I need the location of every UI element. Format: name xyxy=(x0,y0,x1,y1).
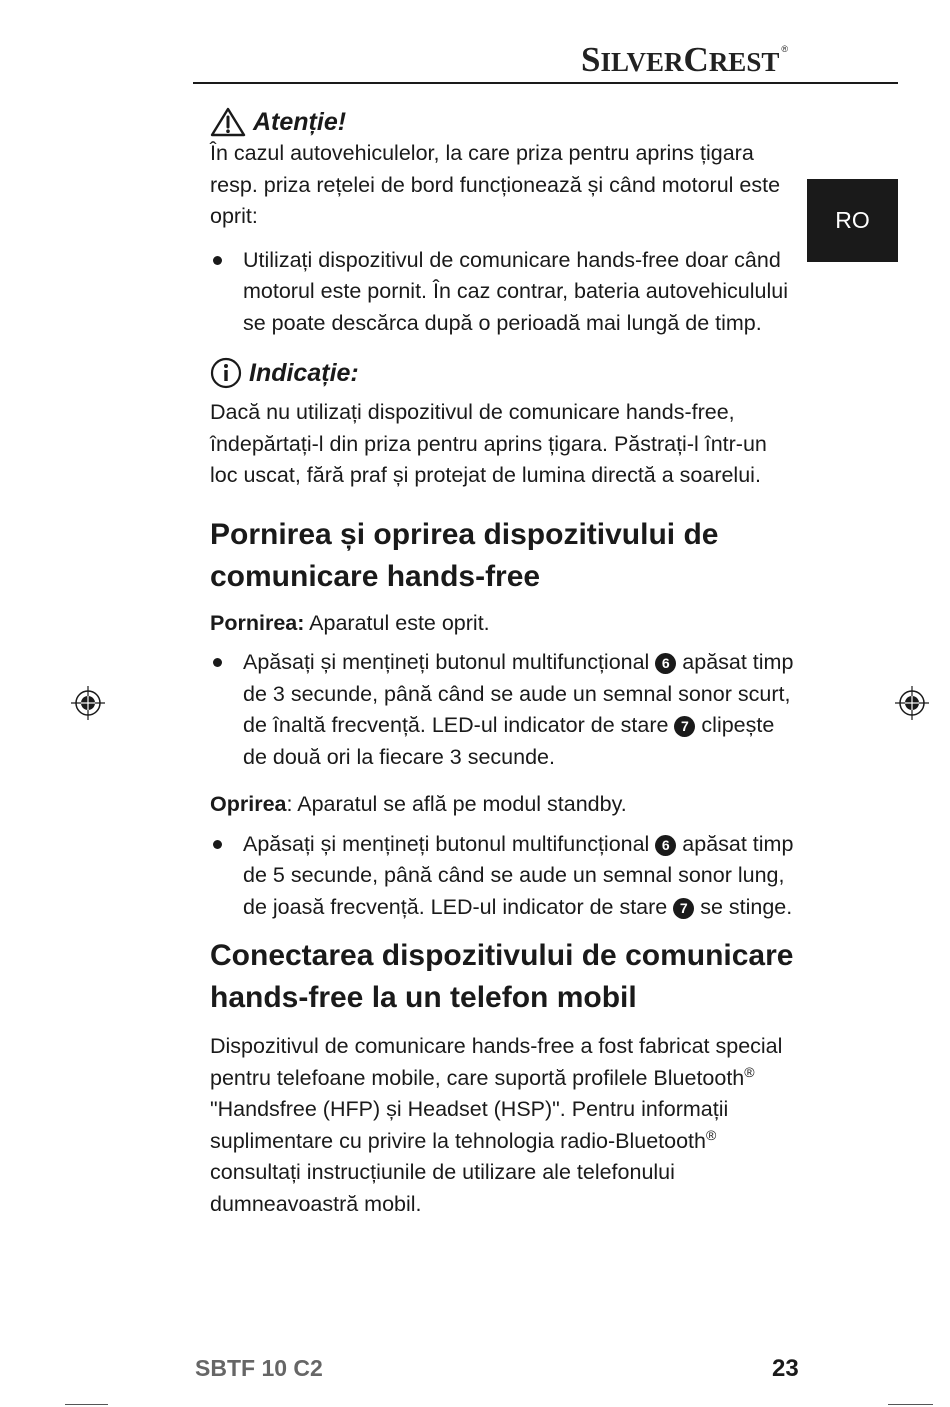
callout-number-badge: 7 xyxy=(674,716,695,737)
connect-text xyxy=(210,1031,800,1220)
brand-letter-s: S xyxy=(581,40,601,79)
indication-block xyxy=(210,357,800,492)
crop-mark-right xyxy=(888,1404,933,1405)
registration-mark-left-icon xyxy=(71,686,105,720)
attention-block xyxy=(210,106,800,339)
text-fragment: clipește de două ori la fiecare 3 secunde. xyxy=(243,713,775,769)
power-on-text: Aparatul este oprit. xyxy=(304,610,490,635)
text-fragment: Apăsați și mențineți butonul multifuncțional xyxy=(243,831,656,856)
header-rule xyxy=(193,82,898,84)
registered-mark: ® xyxy=(744,1063,755,1080)
text-fragment: consultați instrucțiunile de utilizare ale telefonului dumneavoastră mobil. xyxy=(210,1160,675,1216)
brand-registered-mark: ® xyxy=(781,44,788,54)
registered-mark: ® xyxy=(705,1126,717,1143)
indication-title: Indicație: xyxy=(249,359,359,387)
text-fragment: apăsat timp de 5 secunde, până când se aude un semnal sonor lung, de joasă frecvență. LED-ul indicator de stare xyxy=(243,831,794,919)
section-power xyxy=(210,514,800,924)
power-off-list xyxy=(210,829,800,924)
indication-text: Dacă nu utilizați dispozitivul de comunicare hands-free, îndepărtați-l din priza pentru aprins țigara. Păstrați-l într-un loc uscat, fără praf și protejat de lumina directă a soarelui. xyxy=(210,400,767,487)
power-off-text: : Aparatul se află pe modul standby. xyxy=(286,792,627,816)
section-connect xyxy=(210,935,800,1220)
list-item xyxy=(210,829,800,924)
section-heading: Conectarea dispozitivului de comunicare hands-free la un telefon mobil xyxy=(210,939,794,1014)
text-fragment: Apăsați și mențineți butonul multifuncțional xyxy=(243,650,656,674)
attention-list xyxy=(210,245,800,340)
text-fragment: apăsat timp de 3 secunde, până când se aude un semnal sonor scurt, de înaltă frecvență. LED-ul indicator de stare xyxy=(243,650,794,737)
warning-triangle-icon xyxy=(210,107,246,137)
brand-letter-c: C xyxy=(683,40,709,79)
brand-letters-ilver: ILVER xyxy=(600,47,684,77)
text-fragment: Dispozitivul de comunicare hands-free a fost fabricat special pentru telefoane mobile, care suportă profilele Bluetooth xyxy=(210,1034,783,1090)
language-tab: RO xyxy=(807,179,898,262)
list-item xyxy=(210,647,800,773)
power-on-line xyxy=(210,608,800,640)
brand-letters-rest: REST xyxy=(708,47,780,77)
text-fragment: "Handsfree (HFP) și Headset (HSP)". Pentru informații suplimentare cu privire la tehnologia radio-Bluetooth xyxy=(210,1097,729,1153)
power-off-label: Oprirea xyxy=(210,792,287,816)
info-circle-icon xyxy=(210,357,242,389)
registration-mark-right-icon xyxy=(895,686,929,720)
callout-number-badge: 6 xyxy=(655,835,676,856)
footer-model: SBTF 10 C2 xyxy=(195,1355,323,1381)
callout-number-badge: 6 xyxy=(655,653,676,674)
attention-intro: În cazul autovehiculelor, la care priza pentru aprins țigara resp. priza rețelei de bord funcționează și când motorul este oprit: xyxy=(210,141,781,228)
attention-heading xyxy=(210,106,800,138)
brand-logo xyxy=(581,40,788,80)
power-on-label: Pornirea: xyxy=(210,610,305,635)
page-number: 23 xyxy=(772,1355,799,1382)
crop-mark-left xyxy=(65,1404,108,1405)
page-content xyxy=(210,106,800,1220)
text-fragment: se stinge. xyxy=(694,894,793,919)
callout-number-badge: 7 xyxy=(673,898,694,919)
power-off-line xyxy=(210,789,800,821)
section-heading: Pornirea și oprirea dispozitivului de comunicare hands-free xyxy=(210,517,719,593)
power-on-list xyxy=(210,647,800,773)
attention-title: Atenție! xyxy=(253,108,347,136)
list-item: Utilizați dispozitivul de comunicare hands-free doar când motorul este pornit. În caz contrar, bateria autovehiculului se poate descărca după o perioadă mai lungă de timp. xyxy=(210,245,800,340)
indication-heading xyxy=(210,357,800,389)
